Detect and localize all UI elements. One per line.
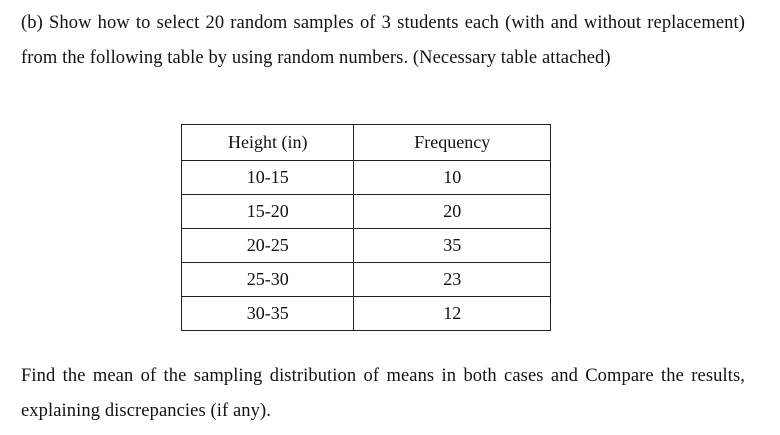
height-cell: 10-15: [182, 161, 354, 195]
frequency-cell: 20: [354, 195, 551, 229]
height-cell: 20-25: [182, 229, 354, 263]
question-intro: (b) Show how to select 20 random samples of 3 students each (with and without replacement) from the following table by using random numbers. (Necessary table attached): [21, 13, 745, 68]
frequency-cell: 35: [354, 229, 551, 263]
frequency-table: [181, 124, 551, 331]
table-row: [182, 195, 551, 229]
frequency-cell: 10: [354, 161, 551, 195]
table-row: [182, 229, 551, 263]
table-row: [182, 297, 551, 331]
frequency-cell: 12: [354, 297, 551, 331]
height-cell: 30-35: [182, 297, 354, 331]
question-outro: Find the mean of the sampling distribution of means in both cases and Compare the results, explaining discrepancies (if any).: [21, 366, 745, 421]
column-header-height: Height (in): [182, 125, 354, 161]
table-row: [182, 263, 551, 297]
table-header-row: [182, 125, 551, 161]
column-header-frequency: Frequency: [354, 125, 551, 161]
height-cell: 25-30: [182, 263, 354, 297]
table-row: [182, 161, 551, 195]
height-cell: 15-20: [182, 195, 354, 229]
frequency-cell: 23: [354, 263, 551, 297]
